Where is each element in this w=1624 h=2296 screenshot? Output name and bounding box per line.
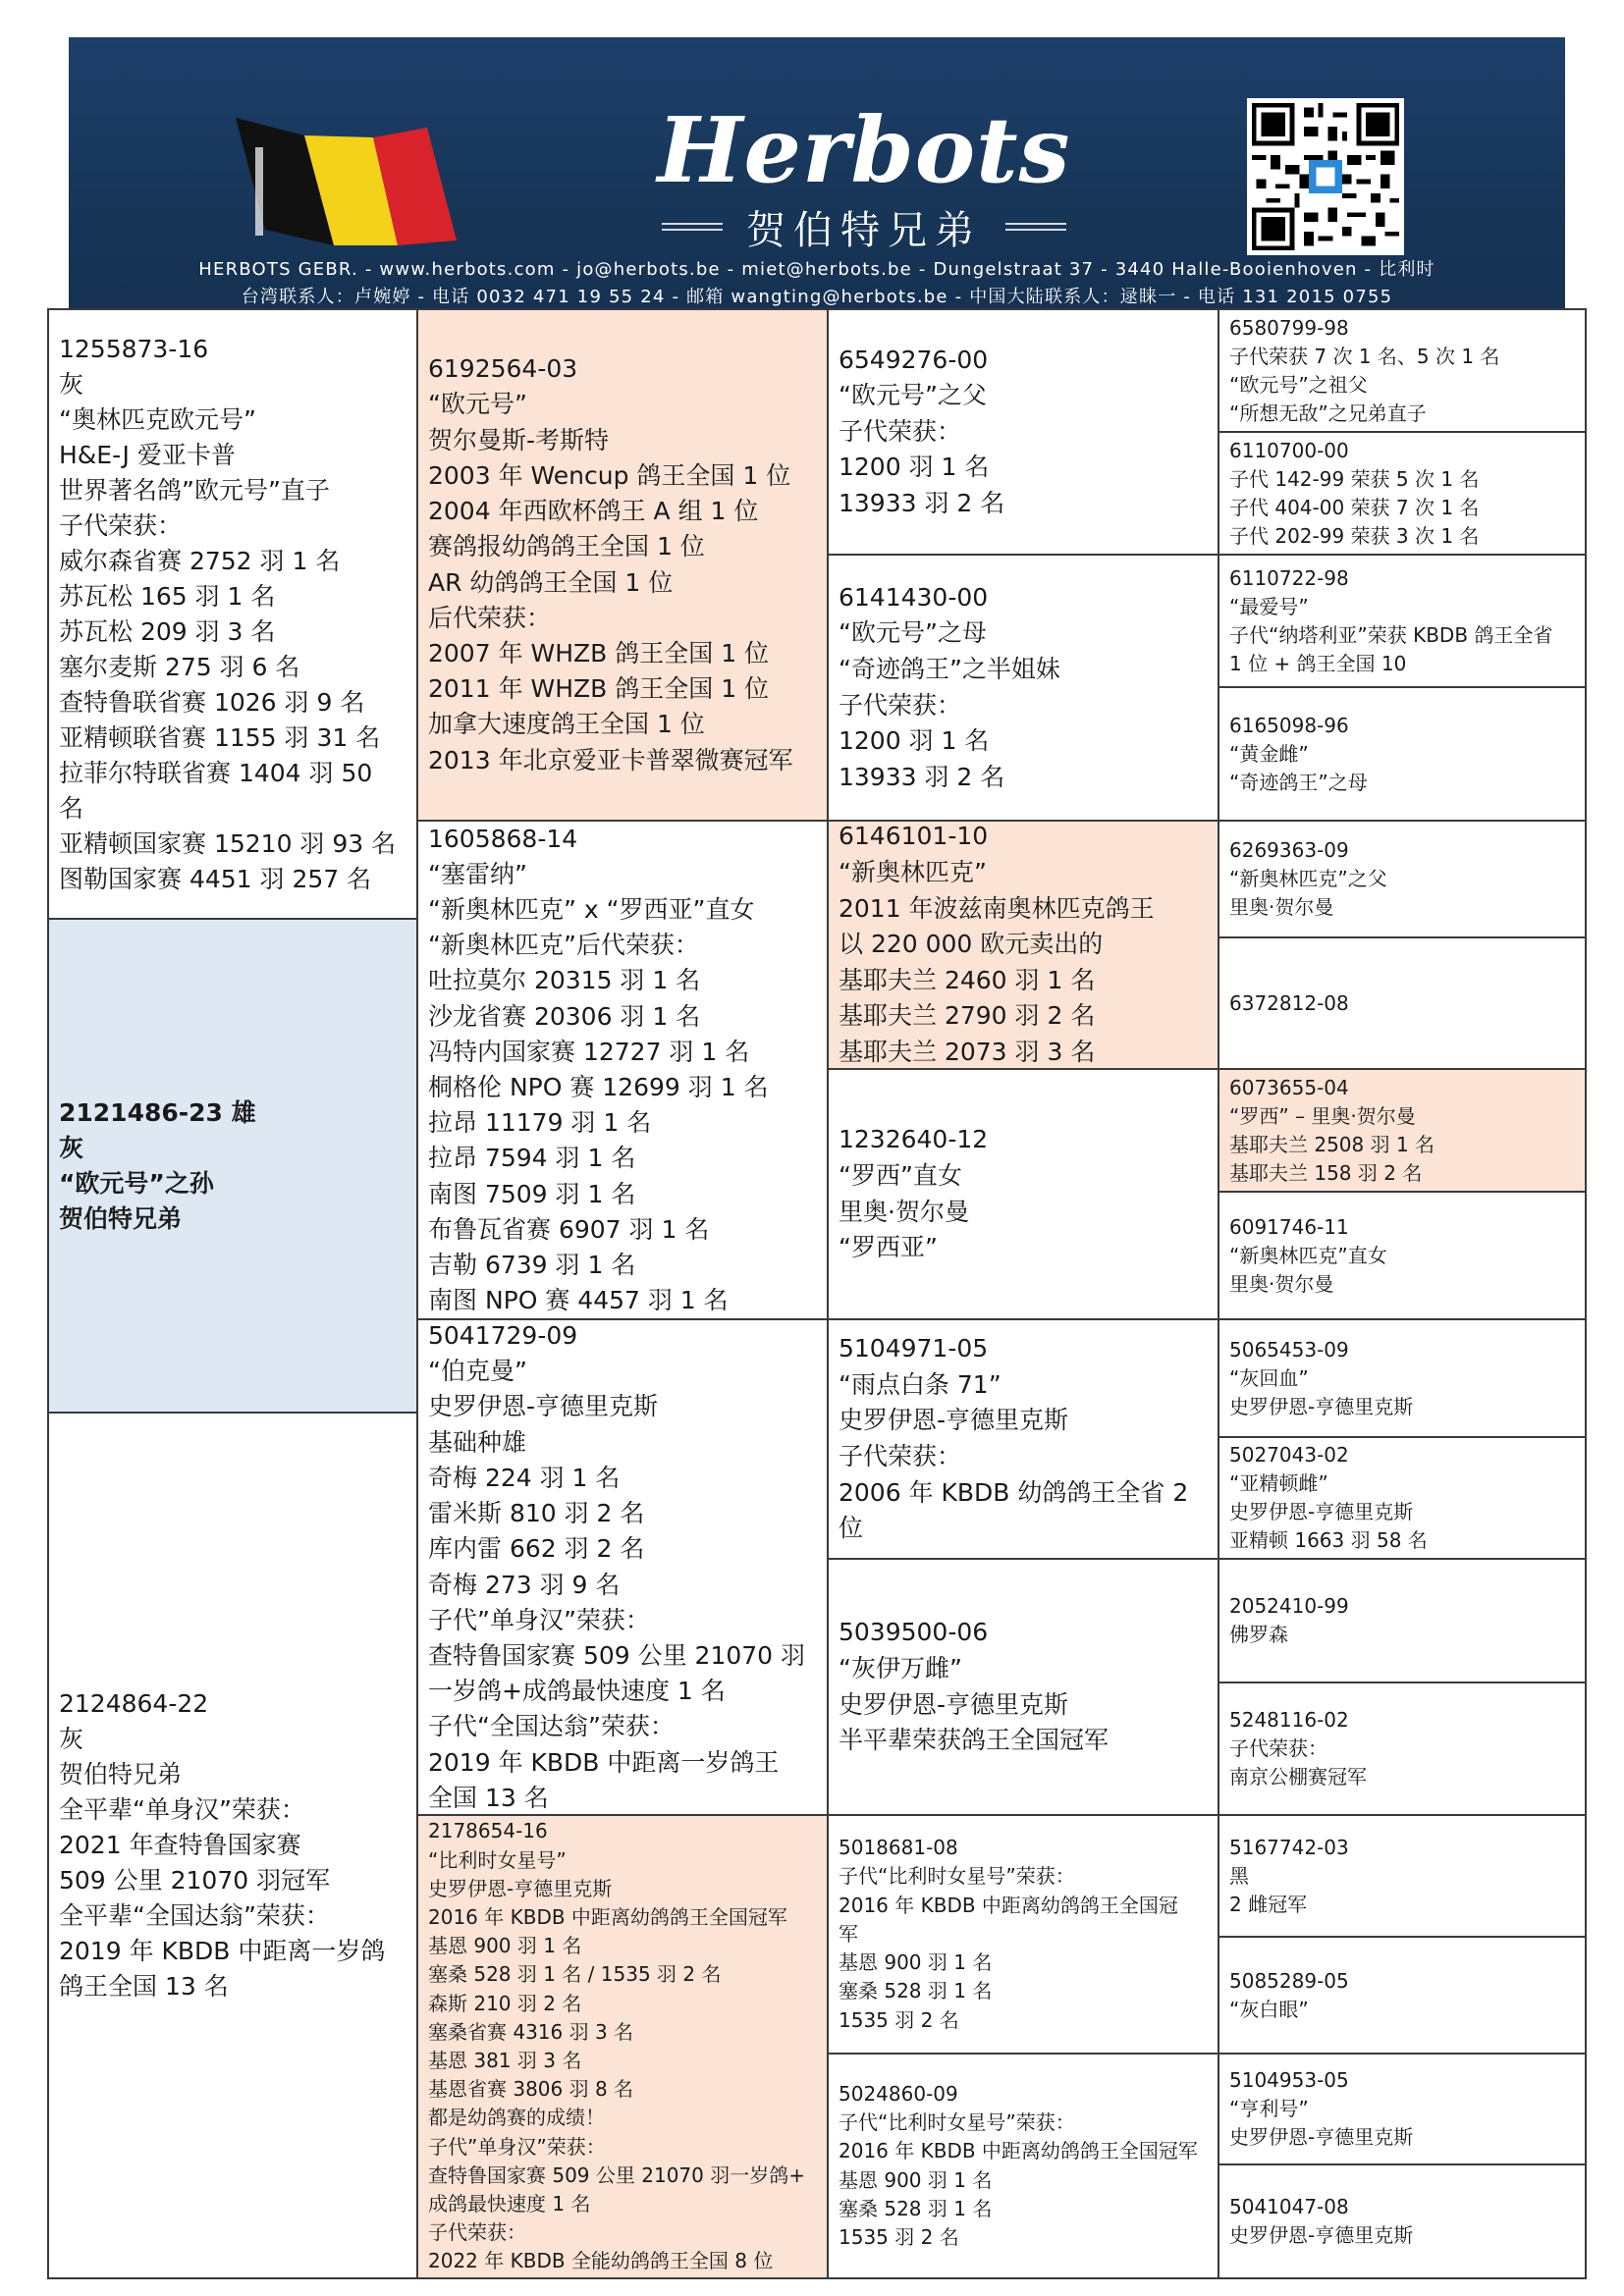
pedigree-line: 6549276-00 (839, 345, 989, 374)
pedigree-line: 子代“全国达翁”荣获： (428, 1712, 675, 1741)
pedigree-line: “塞雷纳” (428, 859, 527, 888)
pedigree-line: 冯特内国家赛 12727 羽 1 名 (428, 1037, 750, 1066)
pedigree-line: 吉勒 6739 羽 1 名 (428, 1251, 636, 1280)
gen3-cell-8 (827, 2053, 1219, 2279)
pedigree-line: 子代”单身汉”荣获： (428, 1605, 650, 1634)
pedigree-line: 黑 (1229, 1863, 1249, 1888)
logo-subtitle-text: 贺伯特兄弟 (746, 207, 982, 253)
gen4-cell-7 (1218, 1068, 1587, 1193)
pedigree-line: 基耶夫兰 2508 羽 1 名 (1229, 1132, 1435, 1156)
gen3-cell-2 (827, 554, 1219, 822)
pedigree-line: 拉昂 11179 羽 1 名 (428, 1108, 652, 1138)
pedigree-line: 塞尔麦斯 275 羽 6 名 (59, 652, 300, 681)
pedigree-line: 6146101-10 (839, 822, 989, 851)
pedigree-line: 2021 年查特鲁国家赛 (59, 1831, 301, 1859)
pedigree-line: “所想无敌”之兄弟直子 (1229, 400, 1427, 425)
gen3-cell-5 (827, 1318, 1219, 1560)
gen4-cell-4 (1218, 686, 1587, 822)
pedigree-line: 2003 年 Wencup 鸽王全国 1 位 (428, 460, 791, 490)
pedigree-line: 2022 年 KBDB 全能幼鸽鸽王全国 8 位 (428, 2249, 774, 2273)
pedigree-line: 5065453-09 (1229, 1337, 1349, 1362)
pedigree-line: “新奥林匹克”直女 (1229, 1243, 1387, 1267)
pedigree-line: 亚精顿国家赛 15210 羽 93 名 (59, 828, 397, 858)
pedigree-line: 6372812-08 (1229, 990, 1349, 1015)
pedigree-line: 基恩 381 羽 3 名 (428, 2049, 582, 2072)
pedigree-line: 6580799-98 (1229, 315, 1349, 340)
pedigree-line: 基恩 900 羽 1 名 (428, 1934, 582, 1958)
pedigree-line: 1535 羽 2 名 (839, 2224, 959, 2249)
pedigree-line: 2016 年 KBDB 中距离幼鸽鸽王全国冠 (839, 1893, 1178, 1917)
pedigree-line: “奇迹鸽王”之母 (1229, 770, 1368, 794)
pedigree-line: “黄金雌” (1229, 741, 1309, 766)
pedigree-line: 子代荣获 7 次 1 名、5 次 1 名 (1229, 344, 1500, 368)
pedigree-line: 基础种雄 (428, 1427, 527, 1457)
pedigree-line: “伯克曼” (428, 1357, 527, 1386)
pedigree-line: 布鲁瓦省赛 6907 羽 1 名 (428, 1214, 710, 1244)
pedigree-line: 名 (59, 793, 84, 823)
contact-line-1: HERBOTS GEBR. - www.herbots.com - jo@herbots.be - miet@herbots.be - Dungelstraat 37 - 3440 Halle-Booienhoven - 比利时 (198, 259, 1435, 280)
pedigree-line: 5248116-02 (1229, 1708, 1349, 1732)
pedigree-line: 基耶夫兰 158 羽 2 名 (1229, 1160, 1423, 1185)
pedigree-line: 库内雷 662 羽 2 名 (428, 1534, 645, 1564)
pedigree-line: “欧元号”之祖父 (1229, 372, 1368, 397)
pedigree-line: 里奥·贺尔曼 (1229, 895, 1334, 919)
pedigree-line: 13933 羽 2 名 (839, 488, 1005, 517)
pedigree-line: 6110722-98 (1229, 565, 1349, 590)
pedigree-line: 军 (839, 1921, 858, 1946)
belgian-flag-icon (226, 108, 461, 255)
pedigree-line: 1605868-14 (428, 824, 578, 853)
gen4-cell-15 (1218, 2053, 1587, 2165)
pedigree-line: 子代荣获： (59, 510, 183, 540)
pedigree-line: 1 位 + 鸽王全国 10 (1229, 651, 1407, 675)
pedigree-line: H&E-J 爱亚卡普 (59, 440, 236, 469)
gen4-cell-16 (1218, 2163, 1587, 2279)
pedigree-line: 一岁鸽+成鸽最快速度 1 名 (428, 1677, 726, 1706)
pedigree-line: 史罗伊恩-亨德里克斯 (1229, 1394, 1414, 1418)
pedigree-line: 子代 142-99 荣获 5 次 1 名 (1229, 466, 1480, 491)
pedigree-line: 2019 年 KBDB 中距离一岁鸽王 (428, 1747, 780, 1777)
pedigree-line: 鸽王全国 13 名 (59, 1972, 229, 2001)
pedigree-line: 塞桑 528 羽 1 名 (839, 2196, 993, 2220)
pedigree-line: 2004 年西欧杯鸽王 A 组 1 位 (428, 497, 759, 526)
pedigree-line: 塞桑 528 羽 1 名 / 1535 羽 2 名 (428, 1962, 722, 1987)
gen4-cell-5 (1218, 820, 1587, 938)
gen4-cell-11 (1218, 1558, 1587, 1683)
pedigree-line: 吐拉莫尔 20315 羽 1 名 (428, 966, 701, 995)
pedigree-line: 2006 年 KBDB 幼鸽鸽王全省 2 (839, 1477, 1189, 1507)
pedigree-line: 全国 13 名 (428, 1783, 549, 1812)
pedigree-line: 2 雌冠军 (1229, 1892, 1308, 1916)
pedigree-line: 5041729-09 (428, 1321, 578, 1351)
pedigree-line: “新奥林匹克”之父 (1229, 867, 1387, 890)
logo-subtitle (599, 202, 1129, 251)
pedigree-line: 5024860-09 (839, 2081, 958, 2106)
gen4-cell-12 (1218, 1682, 1587, 1816)
pedigree-line: “奇迹鸽王”之半姐妹 (839, 654, 1060, 683)
pedigree-line: 5085289-05 (1229, 1968, 1349, 1993)
pedigree-line: 5027043-02 (1229, 1443, 1349, 1467)
gen3-cell-7 (827, 1814, 1219, 2055)
pedigree-line: 沙龙省赛 20306 羽 1 名 (428, 1001, 701, 1031)
pedigree-line: 桐格伦 NPO 赛 12699 羽 1 名 (428, 1073, 769, 1101)
gen3-cell-6 (827, 1558, 1219, 1816)
pedigree-line: 2007 年 WHZB 鸽王全国 1 位 (428, 638, 770, 667)
gen3-cell-1 (827, 308, 1219, 556)
pedigree-line: 6091746-11 (1229, 1214, 1349, 1239)
gen4-cell-3 (1218, 554, 1587, 688)
pedigree-line: 佛罗森 (1229, 1623, 1288, 1646)
pedigree-line: 6073655-04 (1229, 1075, 1349, 1099)
pedigree-line: 2052410-99 (1229, 1594, 1349, 1618)
gen4-cell-1 (1218, 308, 1587, 433)
pedigree-line: 奇梅 224 羽 1 名 (428, 1463, 621, 1492)
pedigree-line: “灰回血” (1229, 1365, 1309, 1390)
pedigree-line: 查特鲁国家赛 509 公里 21070 羽 (428, 1640, 806, 1670)
pedigree-line: 5104953-05 (1229, 2068, 1349, 2092)
pedigree-line: “新奥林匹克”后代荣获： (428, 931, 699, 960)
gen3-cell-4 (827, 1068, 1219, 1320)
pedigree-line: 子代”单身汉”荣获： (428, 2134, 606, 2159)
pedigree-line: 贺尔曼斯-考斯特 (428, 425, 610, 454)
gen4-cell-10 (1218, 1436, 1587, 1560)
pedigree-line: “新奥林匹克” (839, 858, 987, 887)
pedigree-line: 位 (839, 1514, 864, 1543)
pedigree-line: 都是幼鸽赛的成绩！ (428, 2106, 605, 2130)
pedigree-line: “最爱号” (1229, 594, 1309, 618)
pedigree-line: 子代荣获： (839, 690, 962, 720)
pedigree-line: 史罗伊恩-亨德里克斯 (1229, 2223, 1414, 2247)
pedigree-line: 2121486-23 雄 (59, 1097, 256, 1127)
pedigree-line: 全平辈“单身汉”荣获： (59, 1795, 305, 1824)
pedigree-line: 查特鲁联省赛 1026 羽 9 名 (59, 687, 365, 717)
contact-line-2: 台湾联系人：卢婉婷 - 电话 0032 471 19 55 24 - 邮箱 wangting@herbots.be - 中国大陆联系人：逯睐一 - 电话 131 2015 0755 (241, 287, 1393, 307)
pedigree-line: 史罗伊恩-亨德里克斯 (1229, 2125, 1414, 2149)
pedigree-line: 2124864-22 (59, 1689, 209, 1718)
pedigree-line: 查特鲁国家赛 509 公里 21070 羽一岁鸽+ (428, 2163, 805, 2187)
pedigree-line: 子代荣获： (428, 2220, 526, 2245)
pedigree-line: 史罗伊恩-亨德里克斯 (428, 1392, 659, 1421)
pedigree-line: 塞桑 528 羽 1 名 (839, 1979, 993, 2003)
gen4-cell-6 (1218, 936, 1587, 1070)
pedigree-line: 世界著名鸽”欧元号”直子 (59, 475, 330, 505)
pedigree-line: 里奥·贺尔曼 (839, 1197, 969, 1226)
pedigree-line: 子代荣获： (839, 1442, 962, 1470)
gen4-cell-9 (1218, 1318, 1587, 1438)
pedigree-line: 509 公里 21070 羽冠军 (59, 1866, 331, 1895)
pedigree-line: 2011 年 WHZB 鸽王全国 1 位 (428, 674, 770, 704)
pedigree-line: 1232640-12 (839, 1125, 989, 1154)
pedigree-line: “亚精顿雌” (1229, 1471, 1328, 1495)
pedigree-line: 1200 羽 1 名 (839, 453, 990, 482)
pedigree-line: 亚精顿 1663 羽 58 名 (1229, 1528, 1428, 1552)
pedigree-line: 子代荣获： (839, 416, 962, 446)
pedigree-line: “新奥林匹克” x “罗西亚”直女 (428, 894, 755, 924)
pedigree-line: 子代荣获： (1229, 1736, 1327, 1760)
pedigree-line: 5041047-08 (1229, 2195, 1349, 2218)
pedigree-line: 史罗伊恩-亨德里克斯 (839, 1689, 1069, 1719)
pedigree-grid (47, 308, 1587, 2279)
pedigree-line: 1200 羽 1 名 (839, 726, 990, 756)
pedigree-line: 基恩 900 羽 1 名 (839, 1950, 993, 1975)
pedigree-line: 雷米斯 810 羽 2 名 (428, 1499, 645, 1528)
pedigree-line: 5039500-06 (839, 1618, 989, 1647)
pedigree-line: AR 幼鸽鸽王全国 1 位 (428, 567, 674, 597)
pedigree-line: 史罗伊恩-亨德里克斯 (428, 1876, 613, 1900)
pedigree-line: 灰 (59, 1725, 84, 1753)
pedigree-line: 6269363-09 (1229, 838, 1349, 862)
pedigree-line: 子代 202-99 荣获 3 次 1 名 (1229, 523, 1480, 548)
pedigree-line: “奥林匹克欧元号” (59, 404, 256, 434)
pedigree-line: 贺伯特兄弟 (59, 1760, 183, 1789)
dam-sire-cell (416, 1318, 829, 1816)
dam-cell (47, 1412, 418, 2279)
pedigree-line: 全平辈“全国达翁”荣获： (59, 1901, 330, 1930)
pedigree-line: “罗西”直女 (839, 1160, 962, 1190)
pedigree-line: 塞桑省赛 4316 羽 3 名 (428, 2019, 634, 2044)
gen4-cell-14 (1218, 1936, 1587, 2055)
pedigree-line: 2019 年 KBDB 中距离一岁鸽 (59, 1937, 386, 1965)
pedigree-line: “雨点白条 71” (839, 1369, 1001, 1399)
pedigree-line: 里奥·贺尔曼 (1229, 1271, 1334, 1296)
pedigree-line: “罗西” – 里奥·贺尔曼 (1229, 1103, 1416, 1128)
pedigree-line: 2016 年 KBDB 中距离幼鸽鸽王全国冠军 (428, 1904, 787, 1929)
divider-right (1005, 223, 1066, 231)
pedigree-line: “灰伊万雌” (839, 1653, 962, 1682)
pedigree-line: 南图 NPO 赛 4457 羽 1 名 (428, 1286, 729, 1315)
pedigree-line: 6192564-03 (428, 354, 578, 384)
pedigree-line: 2016 年 KBDB 中距离幼鸽鸽王全国冠军 (839, 2139, 1198, 2163)
pedigree-line: 南图 7509 羽 1 名 (428, 1179, 636, 1208)
pedigree-line: 子代 404-00 荣获 7 次 1 名 (1229, 495, 1480, 519)
pedigree-line: “欧元号”之孙 (59, 1168, 214, 1198)
pedigree-line: 亚精顿联省赛 1155 羽 31 名 (59, 722, 381, 752)
pedigree-line: 5104971-05 (839, 1334, 989, 1363)
qr-code-icon (1247, 98, 1404, 255)
pedigree-line: “亨利号” (1229, 2097, 1309, 2120)
pedigree-line: 拉菲尔特联省赛 1404 羽 50 (59, 758, 373, 787)
pedigree-line: 2178654-16 (428, 1819, 548, 1843)
pedigree-line: 森斯 210 羽 2 名 (428, 1991, 582, 2015)
pedigree-line: 基恩省赛 3806 羽 8 名 (428, 2077, 634, 2102)
pedigree-line: “欧元号”之父 (839, 381, 987, 410)
pedigree-line: 灰 (59, 369, 84, 399)
pedigree-line: 13933 羽 2 名 (839, 762, 1005, 791)
pedigree-line: 成鸽最快速度 1 名 (428, 2192, 591, 2216)
pedigree-line: 灰 (59, 1133, 84, 1162)
pedigree-line: “灰白眼” (1229, 1997, 1309, 2021)
pedigree-line: 后代荣获： (428, 603, 552, 632)
pedigree-line: 奇梅 273 羽 9 名 (428, 1570, 621, 1599)
sire-sire-cell (416, 308, 829, 822)
pedigree-line: “比利时女星号” (428, 1847, 567, 1872)
pedigree-line: 南京公棚赛冠军 (1229, 1765, 1367, 1789)
pedigree-line: “欧元号”之母 (839, 618, 987, 648)
pedigree-line: 5167742-03 (1229, 1835, 1349, 1859)
pedigree-line: 1255873-16 (59, 334, 209, 363)
pedigree-line: 基耶夫兰 2460 羽 1 名 (839, 965, 1096, 994)
pedigree-line: 子代“比利时女星号”荣获： (839, 2110, 1075, 2135)
sire-dam-cell (416, 820, 829, 1320)
divider-left (662, 223, 723, 231)
sire-cell (47, 308, 418, 920)
pedigree-line: 以 220 000 欧元卖出的 (839, 930, 1104, 959)
pedigree-line: 6110700-00 (1229, 438, 1349, 462)
pedigree-line: 拉昂 7594 羽 1 名 (428, 1144, 636, 1173)
pedigree-line: 贺伯特兄弟 (59, 1203, 183, 1233)
pedigree-line: 苏瓦松 165 羽 1 名 (59, 581, 276, 611)
pedigree-line: 1535 羽 2 名 (839, 2007, 959, 2032)
pedigree-line: “欧元号” (428, 390, 527, 419)
pedigree-line: 基耶夫兰 2073 羽 3 名 (839, 1037, 1096, 1066)
pedigree-line: 图勒国家赛 4451 羽 257 名 (59, 864, 372, 893)
pedigree-line: 子代“比利时女星号”荣获： (839, 1864, 1075, 1889)
gen4-cell-8 (1218, 1191, 1587, 1320)
pedigree-line: 半平辈荣获鸽王全国冠军 (839, 1726, 1110, 1755)
pedigree-line: 6141430-00 (839, 582, 989, 612)
pedigree-line: 史罗伊恩-亨德里克斯 (1229, 1500, 1414, 1523)
pedigree-line: 子代“纳塔利亚”荣获 KBDB 鸽王全省 (1229, 622, 1553, 647)
pedigree-line: 基耶夫兰 2790 羽 2 名 (839, 1001, 1096, 1031)
pedigree-line: 加拿大速度鸽王全国 1 位 (428, 710, 705, 739)
gen4-cell-2 (1218, 431, 1587, 556)
pedigree-line: 5018681-08 (839, 1836, 958, 1860)
pedigree-line: 赛鸽报幼鸽鸽王全国 1 位 (428, 532, 705, 561)
pedigree-line: 威尔森省赛 2752 羽 1 名 (59, 546, 341, 575)
pedigree-line: 史罗伊恩-亨德里克斯 (839, 1406, 1069, 1435)
gen3-cell-3 (827, 820, 1219, 1070)
pedigree-line: 基恩 900 羽 1 名 (839, 2167, 993, 2192)
pedigree-line: 苏瓦松 209 羽 3 名 (59, 616, 276, 646)
logo-title: Herbots (657, 97, 1071, 203)
dam-dam-cell (416, 1814, 829, 2279)
subject-cell (47, 918, 418, 1414)
pedigree-line: “罗西亚” (839, 1233, 938, 1262)
gen4-cell-13 (1218, 1814, 1587, 1938)
header-banner (69, 37, 1565, 308)
pedigree-line: 2011 年波兹南奥林匹克鸽王 (839, 893, 1155, 923)
pedigree-line: 6165098-96 (1229, 713, 1349, 737)
pedigree-line: 2013 年北京爱亚卡普翠微赛冠军 (428, 745, 793, 774)
